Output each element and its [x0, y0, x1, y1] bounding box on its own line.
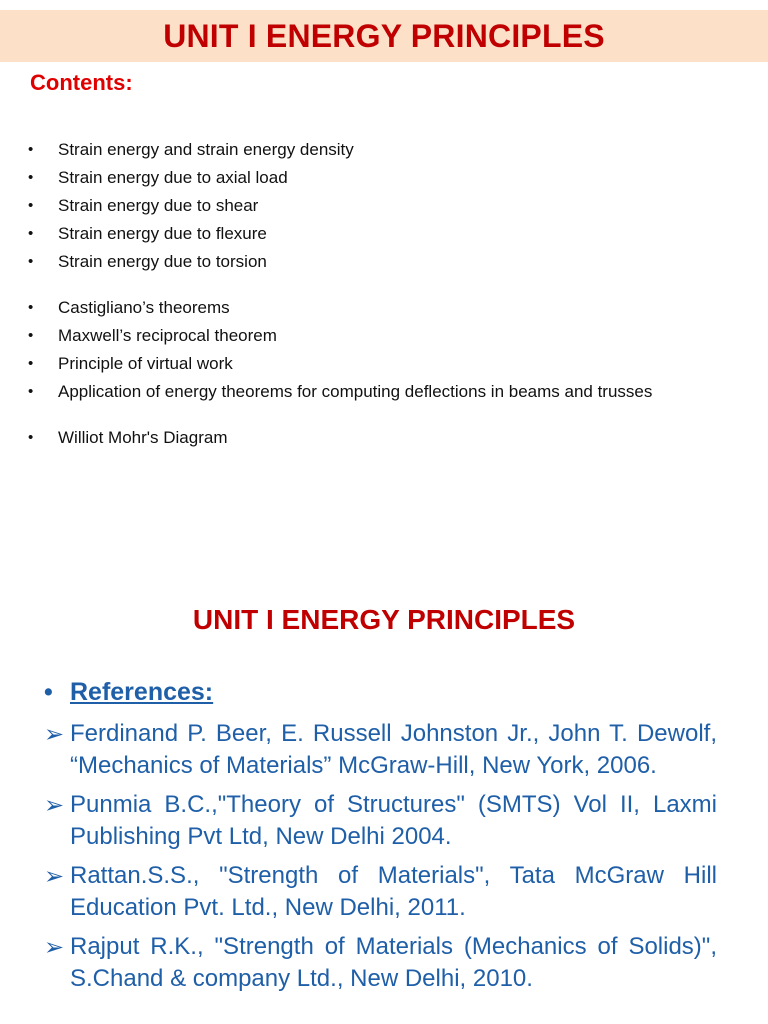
- bullet-icon: •: [28, 327, 34, 344]
- bullet-icon: •: [28, 253, 34, 270]
- arrow-bullet-icon: ➢: [44, 934, 65, 961]
- topic-text: Castigliano’s theorems: [58, 298, 230, 317]
- topic-list: [28, 138, 740, 454]
- topic-text: Principle of virtual work: [58, 354, 233, 373]
- list-item: [28, 380, 740, 403]
- reference-item: [44, 718, 717, 782]
- title-bar: [0, 10, 768, 62]
- list-item: [28, 250, 740, 273]
- bullet-icon: •: [28, 429, 34, 446]
- list-item: [28, 222, 740, 245]
- topic-text: Strain energy due to axial load: [58, 168, 288, 187]
- slide-title: UNIT I ENERGY PRINCIPLES: [163, 18, 605, 54]
- reference-text: Rattan.S.S., "Strength of Materials", Tata McGraw Hill Education Pvt. Ltd., New Delhi, 2011.: [70, 862, 717, 921]
- list-item: [28, 194, 740, 217]
- bullet-icon: •: [44, 678, 53, 706]
- list-item: [28, 324, 740, 347]
- list-item: [28, 352, 740, 375]
- reference-text: Punmia B.C.,"Theory of Structures" (SMTS) Vol II, Laxmi Publishing Pvt Ltd, New Delhi 2004.: [70, 791, 717, 850]
- arrow-bullet-icon: ➢: [44, 721, 65, 748]
- list-item: [28, 426, 740, 449]
- bullet-icon: •: [28, 141, 34, 158]
- list-item: [28, 138, 740, 161]
- topic-text: Strain energy due to torsion: [58, 252, 267, 271]
- arrow-bullet-icon: ➢: [44, 863, 65, 890]
- slide-title: UNIT I ENERGY PRINCIPLES: [192, 604, 576, 635]
- bullet-icon: •: [28, 299, 34, 316]
- arrow-bullet-icon: ➢: [44, 792, 65, 819]
- reference-item: [44, 789, 717, 853]
- bullet-icon: •: [28, 225, 34, 242]
- topic-text: Strain energy due to flexure: [58, 224, 267, 243]
- topic-text: Application of energy theorems for computing deflections in beams and trusses: [58, 382, 653, 401]
- topic-text: Strain energy and strain energy density: [58, 140, 354, 159]
- bullet-icon: •: [28, 355, 34, 372]
- topic-text: Strain energy due to shear: [58, 196, 259, 215]
- bullet-icon: •: [28, 169, 34, 186]
- references-heading: [44, 678, 213, 707]
- contents-heading: Contents:: [30, 70, 133, 95]
- topic-text: Williot Mohr's Diagram: [58, 428, 228, 447]
- list-item: [28, 166, 740, 189]
- references-label: References:: [70, 678, 214, 706]
- reference-item: [44, 860, 717, 924]
- reference-item: [44, 931, 717, 995]
- list-item: [28, 296, 740, 319]
- topic-text: Maxwell’s reciprocal theorem: [58, 326, 277, 345]
- bullet-icon: •: [28, 383, 34, 400]
- reference-text: Rajput R.K., "Strength of Materials (Mechanics of Solids)", S.Chand & company Ltd., New Delhi, 2010.: [70, 933, 717, 992]
- reference-text: Ferdinand P. Beer, E. Russell Johnston Jr., John T. Dewolf, “Mechanics of Materials” McGraw-Hill, New York, 2006.: [70, 720, 717, 779]
- bullet-icon: •: [28, 197, 34, 214]
- reference-list: [44, 718, 717, 1002]
